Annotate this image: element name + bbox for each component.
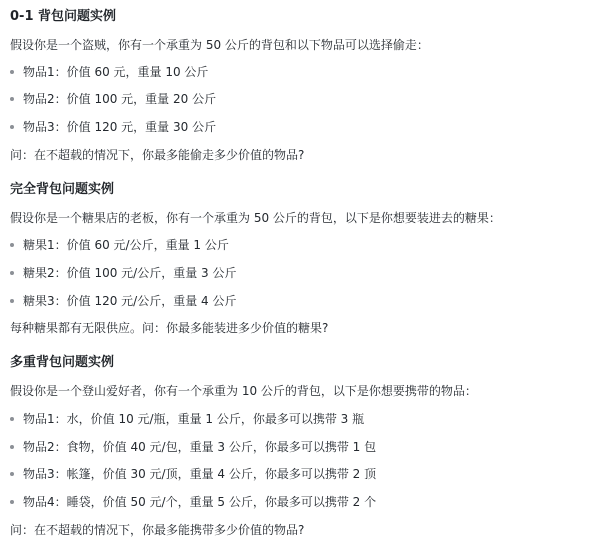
list-item: [10, 119, 216, 135]
bullet-icon: [10, 299, 14, 303]
list-item-text: 糖果2：价值 100 元/公斤，重量 3 公斤: [23, 266, 237, 280]
list-item: [10, 91, 216, 107]
bullet-icon: [10, 472, 14, 476]
section-heading-complete-knapsack: 完全背包问题实例: [10, 182, 115, 197]
section-intro: 假设你是一个盗贼，你有一个承重为 50 公斤的背包和以下物品可以选择偷走：: [10, 38, 429, 52]
list-item: [10, 64, 208, 80]
list-item-text: 糖果1：价值 60 元/公斤，重量 1 公斤: [23, 238, 229, 252]
section-heading-multiple-knapsack: 多重背包问题实例: [10, 355, 115, 370]
list-item-text: 物品3：帐篷，价值 30 元/顶，重量 4 公斤，你最多可以携带 2 顶: [23, 467, 377, 481]
section-question: 问：在不超载的情况下，你最多能携带多少价值的物品?: [10, 523, 305, 537]
bullet-icon: [10, 500, 14, 504]
list-item: [10, 466, 376, 482]
list-item: [10, 265, 236, 281]
list-item: [10, 293, 236, 309]
bullet-icon: [10, 243, 14, 247]
bullet-icon: [10, 417, 14, 421]
list-item: [10, 439, 376, 455]
list-item-text: 糖果3：价值 120 元/公斤，重量 4 公斤: [23, 294, 237, 308]
list-item-text: 物品2：食物，价值 40 元/包，重量 3 公斤，你最多可以携带 1 包: [23, 440, 377, 454]
bullet-icon: [10, 70, 14, 74]
bullet-icon: [10, 445, 14, 449]
list-item-text: 物品4：睡袋，价值 50 元/个，重量 5 公斤，你最多可以携带 2 个: [23, 495, 377, 509]
section-heading-01-knapsack: 0-1 背包问题实例: [10, 9, 117, 24]
list-item: [10, 237, 229, 253]
list-item-text: 物品1：水，价值 10 元/瓶，重量 1 公斤，你最多可以携带 3 瓶: [23, 412, 365, 426]
list-item: [10, 494, 376, 510]
bullet-icon: [10, 125, 14, 129]
section-question: 每种糖果都有无限供应。问：你最多能装进多少价值的糖果?: [10, 321, 329, 335]
list-item: [10, 411, 364, 427]
list-item-text: 物品3：价值 120 元，重量 30 公斤: [23, 120, 217, 134]
section-intro: 假设你是一个登山爱好者，你有一个承重为 10 公斤的背包，以下是你想要携带的物品：: [10, 384, 477, 398]
list-item-text: 物品2：价值 100 元，重量 20 公斤: [23, 92, 217, 106]
section-question: 问：在不超载的情况下，你最多能偷走多少价值的物品?: [10, 148, 305, 162]
section-intro: 假设你是一个糖果店的老板，你有一个承重为 50 公斤的背包，以下是你想要装进去的糖果：: [10, 211, 501, 225]
list-item-text: 物品1：价值 60 元，重量 10 公斤: [23, 65, 209, 79]
bullet-icon: [10, 97, 14, 101]
bullet-icon: [10, 271, 14, 275]
